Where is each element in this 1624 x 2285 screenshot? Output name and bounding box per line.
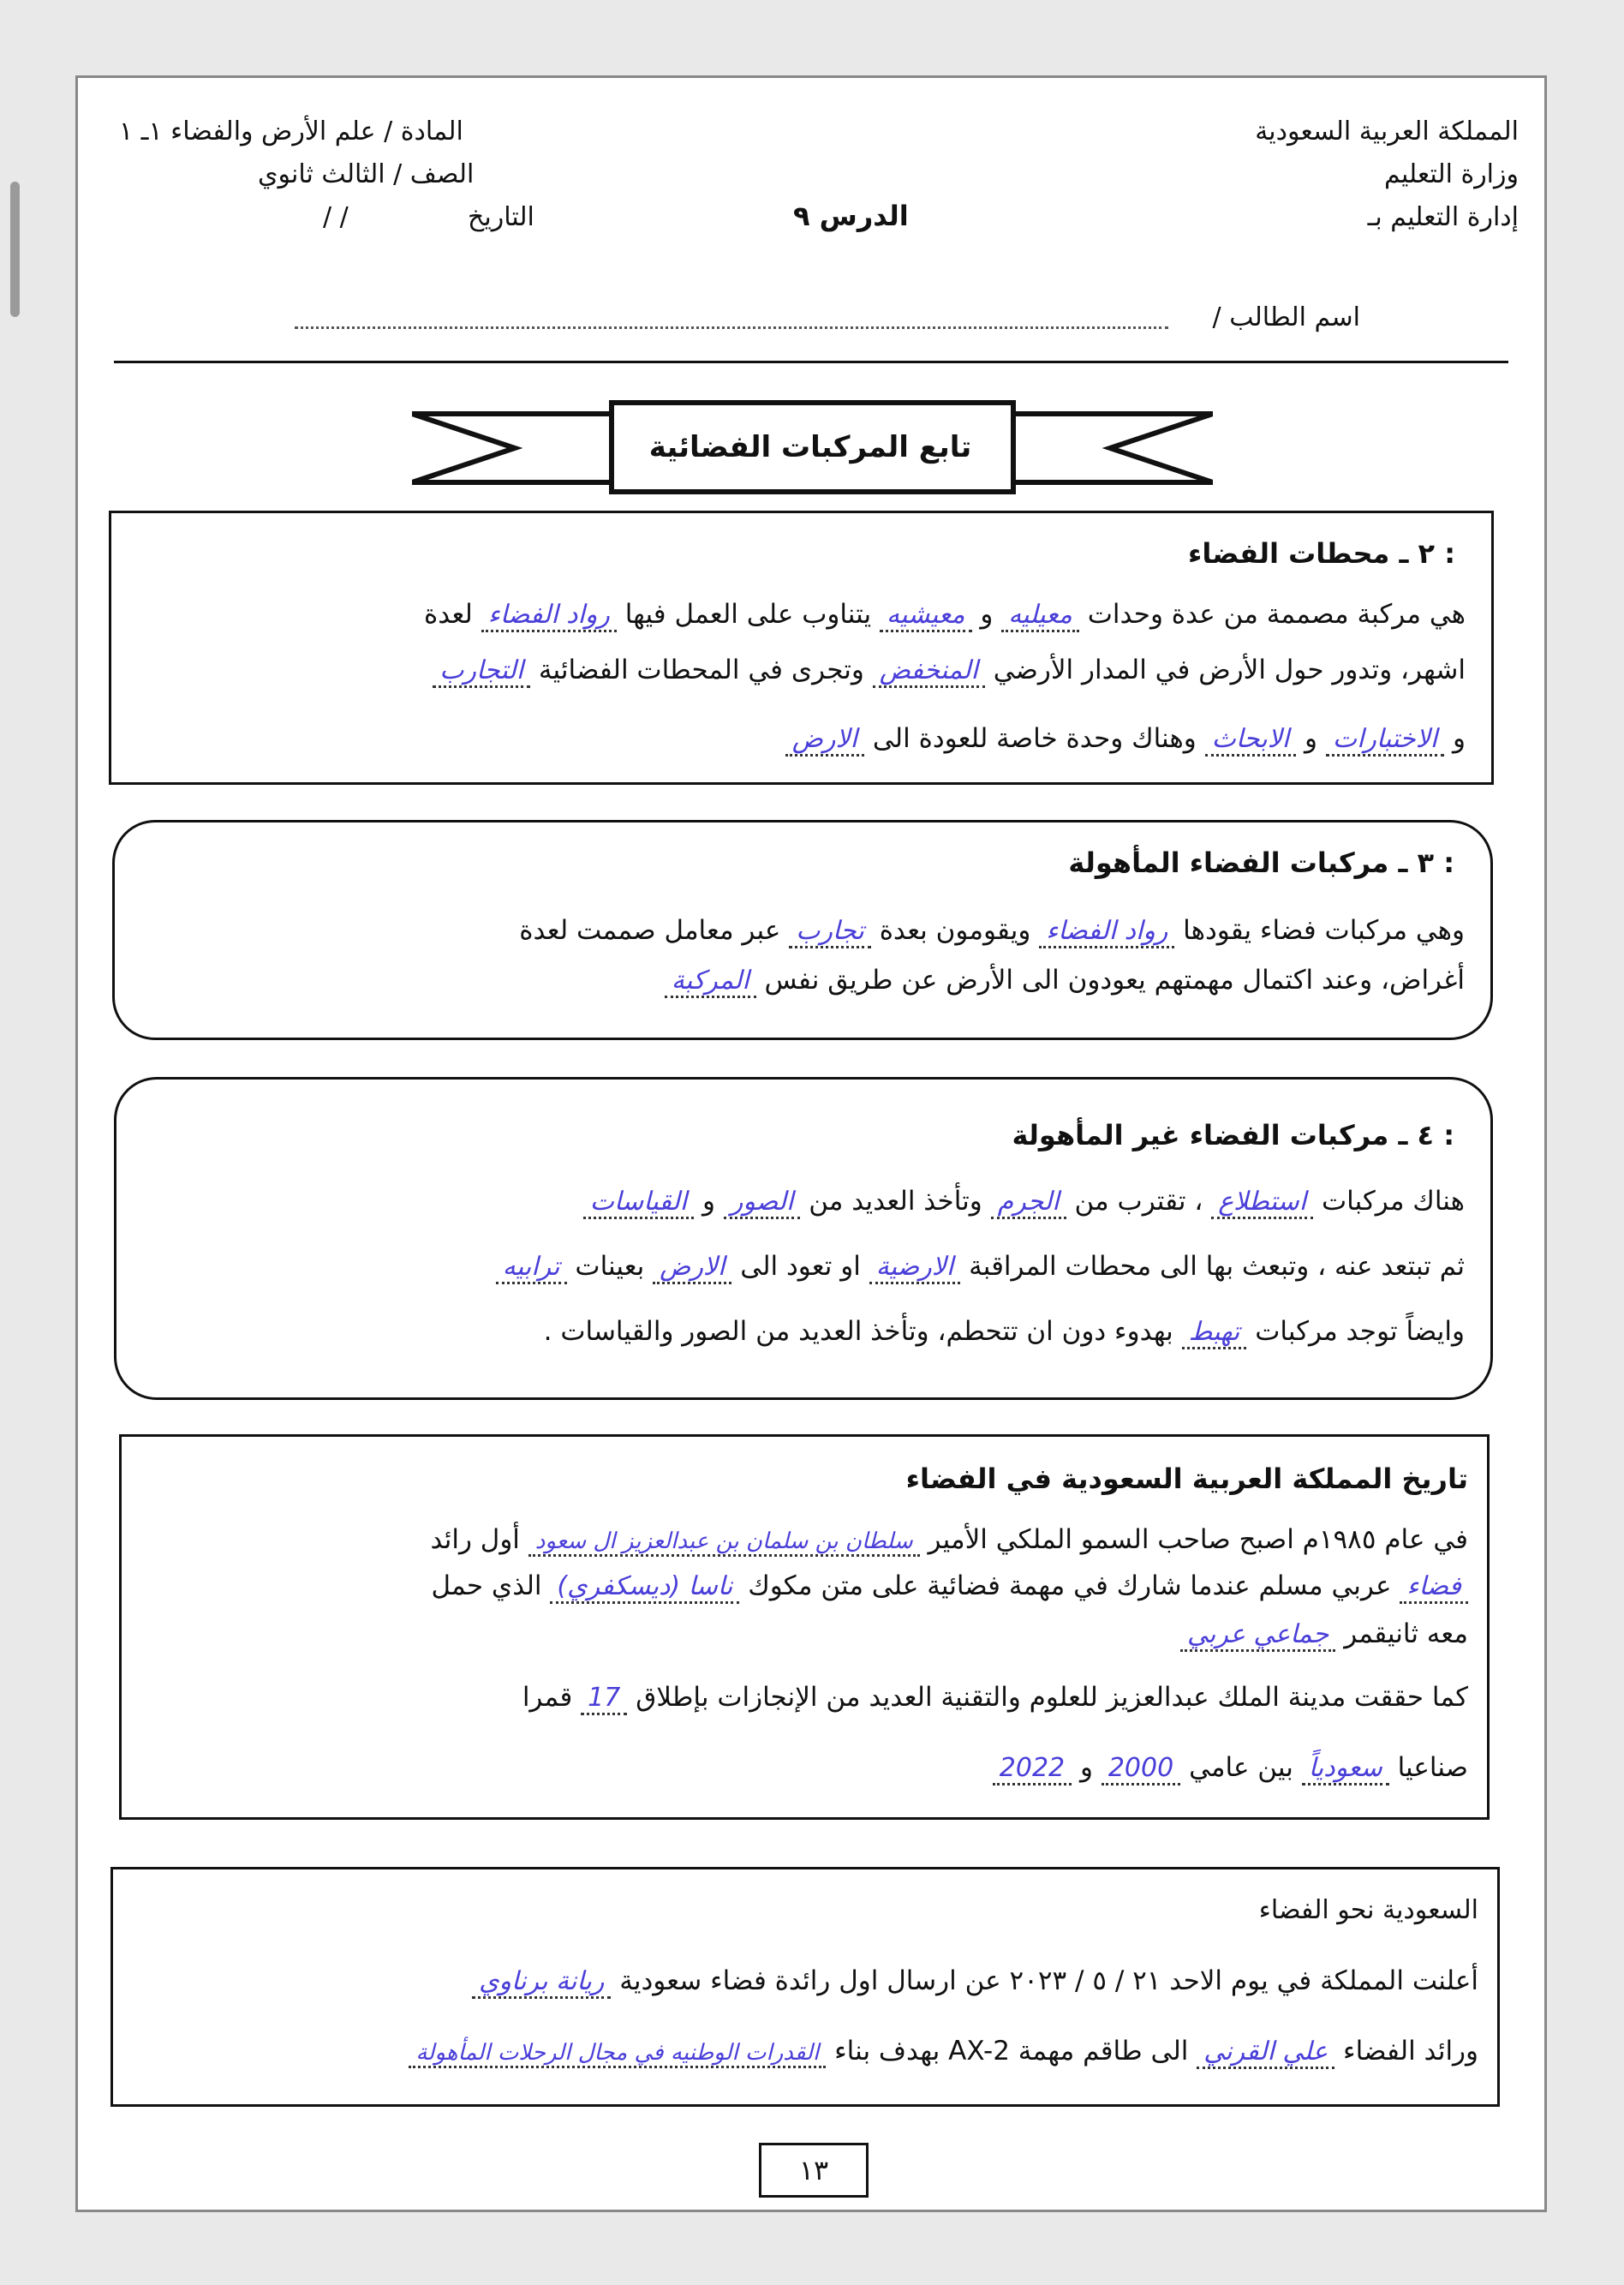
answer-field[interactable]: الارض — [653, 1252, 731, 1284]
saudi-line-2: ورائد الفضاء علي القرني الى طاقم مهمة AX-2 بهدف بناء القدرات الوطنيه في مجال الرحلات المأهولة — [409, 2036, 1478, 2067]
answer-field[interactable]: الارض — [785, 724, 864, 757]
answer-field[interactable]: سعودياً — [1302, 1753, 1389, 1786]
space-stations-line-1: هي مركبة مصممة من عدة وحدات معيليه و معيشيه يتناوب على العمل فيها رواد الفضاء لعدة — [424, 599, 1466, 630]
answer-field[interactable]: الجرم — [991, 1187, 1066, 1219]
answer-field[interactable]: ناسا (ديسكفري) — [550, 1571, 739, 1604]
answer-field[interactable]: القياسات — [583, 1187, 694, 1219]
answer-field[interactable]: رواد الفضاء — [481, 600, 617, 632]
answer-field[interactable]: فضاء — [1400, 1571, 1468, 1604]
unmanned-spacecraft-title: ٤ ـ مركبات الفضاء غير المأهولة : — [1012, 1119, 1454, 1151]
date-label: التاريخ — [468, 202, 534, 232]
administration-label: إدارة التعليم بـ — [1367, 202, 1519, 232]
answer-field[interactable]: تهبط — [1182, 1317, 1247, 1349]
space-stations-line-2: اشهر، وتدور حول الأرض في المدار الأرضي المنخفض وتجرى في المحطات الفضائية التجارب — [433, 655, 1466, 685]
answer-field[interactable]: 2022 — [993, 1753, 1072, 1786]
header-divider — [114, 361, 1508, 363]
student-name-label: اسم الطالب / — [1212, 302, 1360, 332]
unmanned-spacecraft-line-2: ثم تبتعد عنه ، وتبعث بها الى محطات المراقبة الارضية او تعود الى الارض بعينات ترابيه — [496, 1251, 1465, 1282]
answer-field[interactable]: المنخفض — [873, 655, 985, 688]
answer-field[interactable]: علي القرني — [1197, 2037, 1334, 2069]
answer-field[interactable]: الاختبارات — [1326, 724, 1444, 757]
answer-field[interactable]: المركبة — [665, 966, 756, 998]
answer-field[interactable]: ترابيه — [496, 1252, 567, 1284]
answer-field[interactable]: الابحاث — [1205, 724, 1297, 757]
saudi-toward-space-box — [110, 1867, 1500, 2107]
history-line-1: في عام ١٩٨٥م اصبح صاحب السمو الملكي الأمير سلطان بن سلمان بن عبدالعزيز ال سعود أول رائد — [430, 1524, 1468, 1555]
lesson-label: الدرس ٩ — [793, 200, 909, 232]
manned-spacecraft-line-1: وهي مركبات فضاء يقودها رواد الفضاء ويقومون بعدة تجارب عبر معامل صممت لعدة — [519, 915, 1465, 946]
history-line-4: كما حققت مدينة الملك عبدالعزيز للعلوم والتقنية العديد من الإنجازات بإطلاق 17 قمرا — [522, 1682, 1468, 1713]
answer-field[interactable]: التجارب — [433, 655, 530, 688]
student-name-field[interactable] — [295, 326, 1168, 329]
manned-spacecraft-title: ٣ ـ مركبات الفضاء المأهولة : — [1068, 846, 1454, 879]
answer-field[interactable]: سلطان بن سلمان بن عبدالعزيز ال سعود — [528, 1528, 920, 1557]
answer-field[interactable]: استطلاع — [1211, 1187, 1313, 1219]
date-slashes: / / — [323, 202, 349, 232]
saudi-line-1: أعلنت المملكة في يوم الاحد ٢١ / ٥ / ٢٠٢٣ عن ارسال اول رائدة فضاء سعودية ريانة برناوي — [472, 1965, 1478, 1996]
scrollbar[interactable] — [10, 182, 20, 317]
history-line-5: صناعيا سعودياً بين عامي 2000 و 2022 — [993, 1752, 1468, 1783]
answer-field[interactable]: 17 — [581, 1683, 627, 1715]
answer-field[interactable]: 2000 — [1102, 1753, 1180, 1786]
answer-field[interactable]: ريانة برناوي — [472, 1966, 611, 1999]
answer-field[interactable]: معيشيه — [880, 600, 972, 632]
answer-field[interactable]: القدرات الوطنيه في مجال الرحلات المأهولة — [409, 2040, 826, 2068]
ministry-label: وزارة التعليم — [1383, 159, 1519, 189]
banner-title: تابع المركبات الفضائية — [648, 430, 972, 464]
document-page — [75, 75, 1547, 2212]
answer-field[interactable]: تجارب — [789, 916, 871, 948]
unmanned-spacecraft-line-3: وايضاً توجد مركبات تهبط بهدوء دون ان تتحطم، وتأخذ العديد من الصور والقياسات . — [544, 1316, 1465, 1347]
unmanned-spacecraft-line-1: هناك مركبات استطلاع ، تقترب من الجرم وتأخذ العديد من الصور و القياسات — [583, 1186, 1465, 1217]
history-line-2: فضاء عربي مسلم عندما شارك في مهمة فضائية على متن مكوك ناسا (ديسكفري) الذي حمل — [432, 1570, 1468, 1601]
answer-field[interactable]: الصور — [724, 1187, 800, 1219]
answer-field[interactable]: جماعي عربي — [1180, 1619, 1335, 1652]
answer-field[interactable]: معيليه — [1001, 600, 1079, 632]
space-stations-title: ٢ ـ محطات الفضاء : — [1188, 537, 1455, 570]
answer-field[interactable]: رواد الفضاء — [1039, 916, 1174, 948]
space-stations-box — [109, 511, 1494, 785]
page-number: ١٣ — [759, 2143, 869, 2198]
saudi-toward-space-title: السعودية نحو الفضاء — [1258, 1895, 1478, 1925]
answer-field[interactable]: الارضية — [869, 1252, 961, 1284]
unmanned-spacecraft-box — [114, 1077, 1493, 1400]
manned-spacecraft-line-2: أغراض، وعند اكتمال مهمتهم يعودون الى الأرض عن طريق نفس المركبة — [665, 965, 1465, 996]
kingdom-label: المملكة العربية السعودية — [1255, 117, 1519, 147]
history-line-3: معه ثانيقمر جماعي عربي — [1180, 1618, 1468, 1649]
subject-label: المادة / علم الأرض والفضاء ١ـ ١ — [119, 117, 463, 147]
saudi-space-history-box — [119, 1434, 1490, 1820]
space-stations-line-3: و الاختبارات و الابحاث وهناك وحدة خاصة للعودة الى الارض — [785, 723, 1466, 754]
grade-label: الصف / الثالث ثانوي — [258, 159, 475, 189]
saudi-space-history-title: تاريخ المملكة العربية السعودية في الفضاء — [905, 1463, 1468, 1495]
manned-spacecraft-box — [112, 820, 1493, 1040]
